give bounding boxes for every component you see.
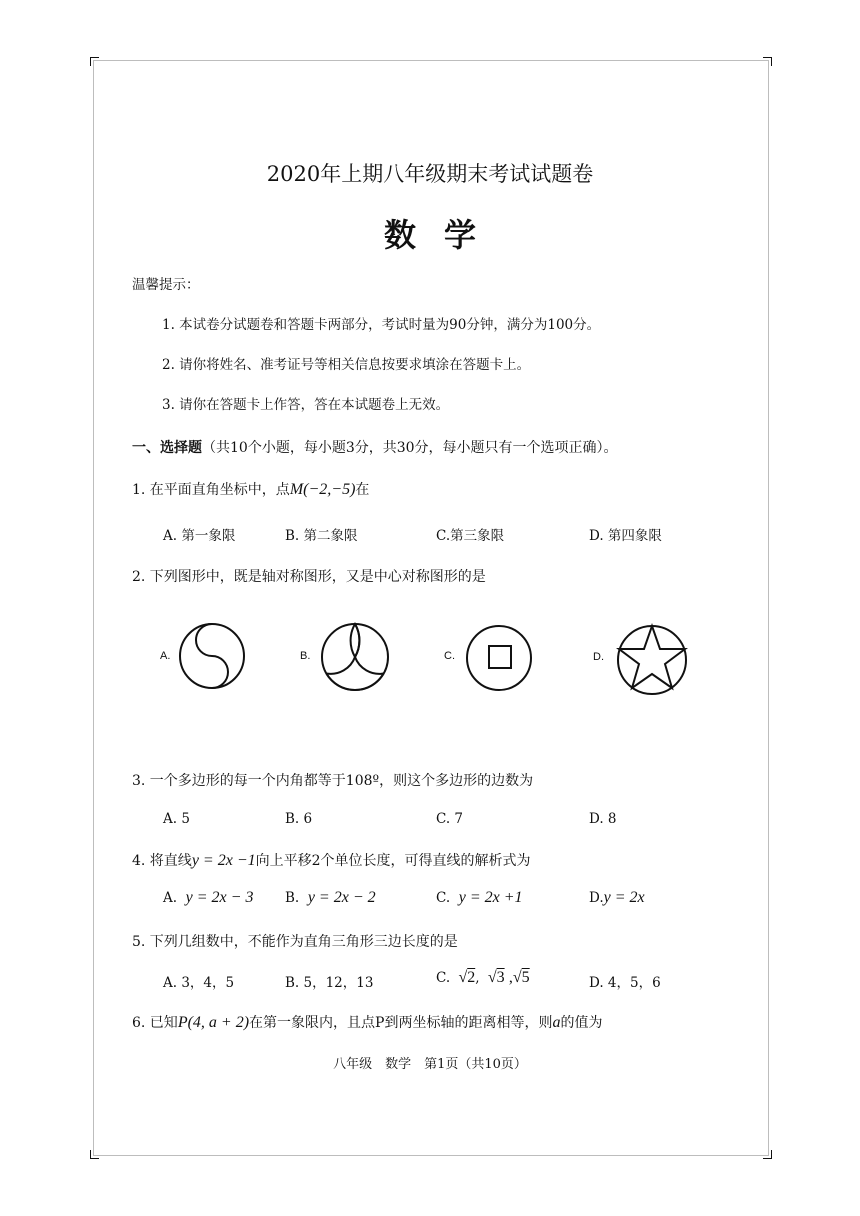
circle-square-icon (465, 624, 533, 692)
option-a: A. 第一象限 (163, 528, 236, 544)
question-text: 4. 将直线 (132, 853, 192, 869)
math-expression: y = 2x −1 (191, 852, 256, 869)
option-d (589, 889, 645, 907)
tips-heading: 温馨提示： (132, 277, 200, 293)
crop-mark (90, 57, 99, 66)
option-d: D. 8 (589, 811, 617, 827)
figure-label: B. (300, 650, 311, 662)
circle-star-icon (616, 624, 688, 696)
crop-mark (763, 1150, 772, 1159)
question-text: 1. 在平面直角坐标中，点 (132, 482, 290, 498)
math-expression: M(−2,−5) (289, 481, 356, 498)
radicand: 3 (496, 969, 505, 986)
option-a (163, 889, 253, 907)
option-letter: B. (285, 890, 300, 906)
option-a: A. 5 (163, 811, 190, 827)
option-d: D. 第四象限 (589, 528, 662, 544)
yin-yang-icon (178, 622, 246, 690)
figure-label: D. (593, 651, 604, 663)
option-b: B. 第二象限 (285, 528, 358, 544)
question-3: 3. 一个多边形的每一个内角都等于108º，则这个多边形的边数为 (132, 773, 534, 789)
sqrt-expression: √2 (454, 969, 476, 986)
option-letter: C. (436, 890, 451, 906)
option-b: B. 6 (285, 811, 313, 827)
option-c: C. √2, √3 ,√5 (436, 969, 530, 986)
section-heading (132, 437, 618, 457)
option-c (436, 889, 523, 907)
question-4 (132, 850, 531, 870)
tip-item: 1. 本试卷分试题卷和答题卡两部分，考试时量为90分钟，满分为100分。 (162, 317, 601, 333)
three-arcs-circle-icon (320, 622, 390, 692)
option-letter: D. (589, 890, 604, 906)
question-1 (132, 479, 369, 499)
radicand: 2 (467, 969, 476, 986)
option-b (285, 889, 376, 907)
math-expression: y = 2x +1 (458, 889, 523, 906)
math-expression: y = 2x − 3 (185, 889, 254, 906)
crop-mark (90, 1150, 99, 1159)
option-c: C.第三象限 (436, 528, 505, 544)
exam-title: 2020年上期八年级期末考试试题卷 (266, 162, 594, 186)
math-variable: a (552, 1014, 561, 1031)
figure-label: C. (444, 650, 455, 662)
option-c: C. 7 (436, 811, 464, 827)
question-text: 的值为 (560, 1015, 603, 1031)
tip-item: 2. 请你将姓名、准考证号等相关信息按要求填涂在答题卡上。 (162, 357, 531, 373)
sqrt-expression: √3 (483, 969, 505, 986)
option-a: A. 3，4，5 (163, 975, 235, 991)
option-b: B. 5，12，13 (285, 975, 374, 991)
option-d: D. 4，5，6 (589, 975, 661, 991)
tip-item: 3. 请你在答题卡上作答，答在本试题卷上无效。 (162, 397, 450, 413)
section-title: 一、选择题 (132, 440, 202, 456)
radicand: 5 (521, 969, 530, 986)
math-expression: y = 2x (603, 889, 645, 906)
question-5: 5. 下列几组数中，不能作为直角三角形三边长度的是 (132, 934, 458, 950)
option-letter: A. (163, 890, 178, 906)
sqrt-expression: ,√5 (508, 969, 530, 986)
section-note: （共10个小题，每小题3分，共30分，每小题只有一个选项正确）。 (202, 440, 618, 456)
question-2: 2. 下列图形中，既是轴对称图形，又是中心对称图形的是 (132, 569, 486, 585)
question-text: 向上平移2个单位长度，可得直线的解析式为 (255, 853, 531, 869)
subject-title: 数学 (383, 216, 504, 254)
crop-mark (763, 57, 772, 66)
math-expression: P(4, a + 2) (177, 1014, 250, 1031)
question-text: 在第一象限内，且点P到两坐标轴的距离相等，则 (249, 1015, 553, 1031)
figure-label: A. (160, 650, 171, 662)
question-text: 在 (355, 482, 370, 498)
option-letter: C. (436, 970, 451, 986)
question-6 (132, 1012, 602, 1032)
math-expression: y = 2x − 2 (307, 889, 376, 906)
page-footer: 八年级 数学 第1页（共10页） (333, 1057, 527, 1072)
question-text: 6. 已知 (132, 1015, 178, 1031)
